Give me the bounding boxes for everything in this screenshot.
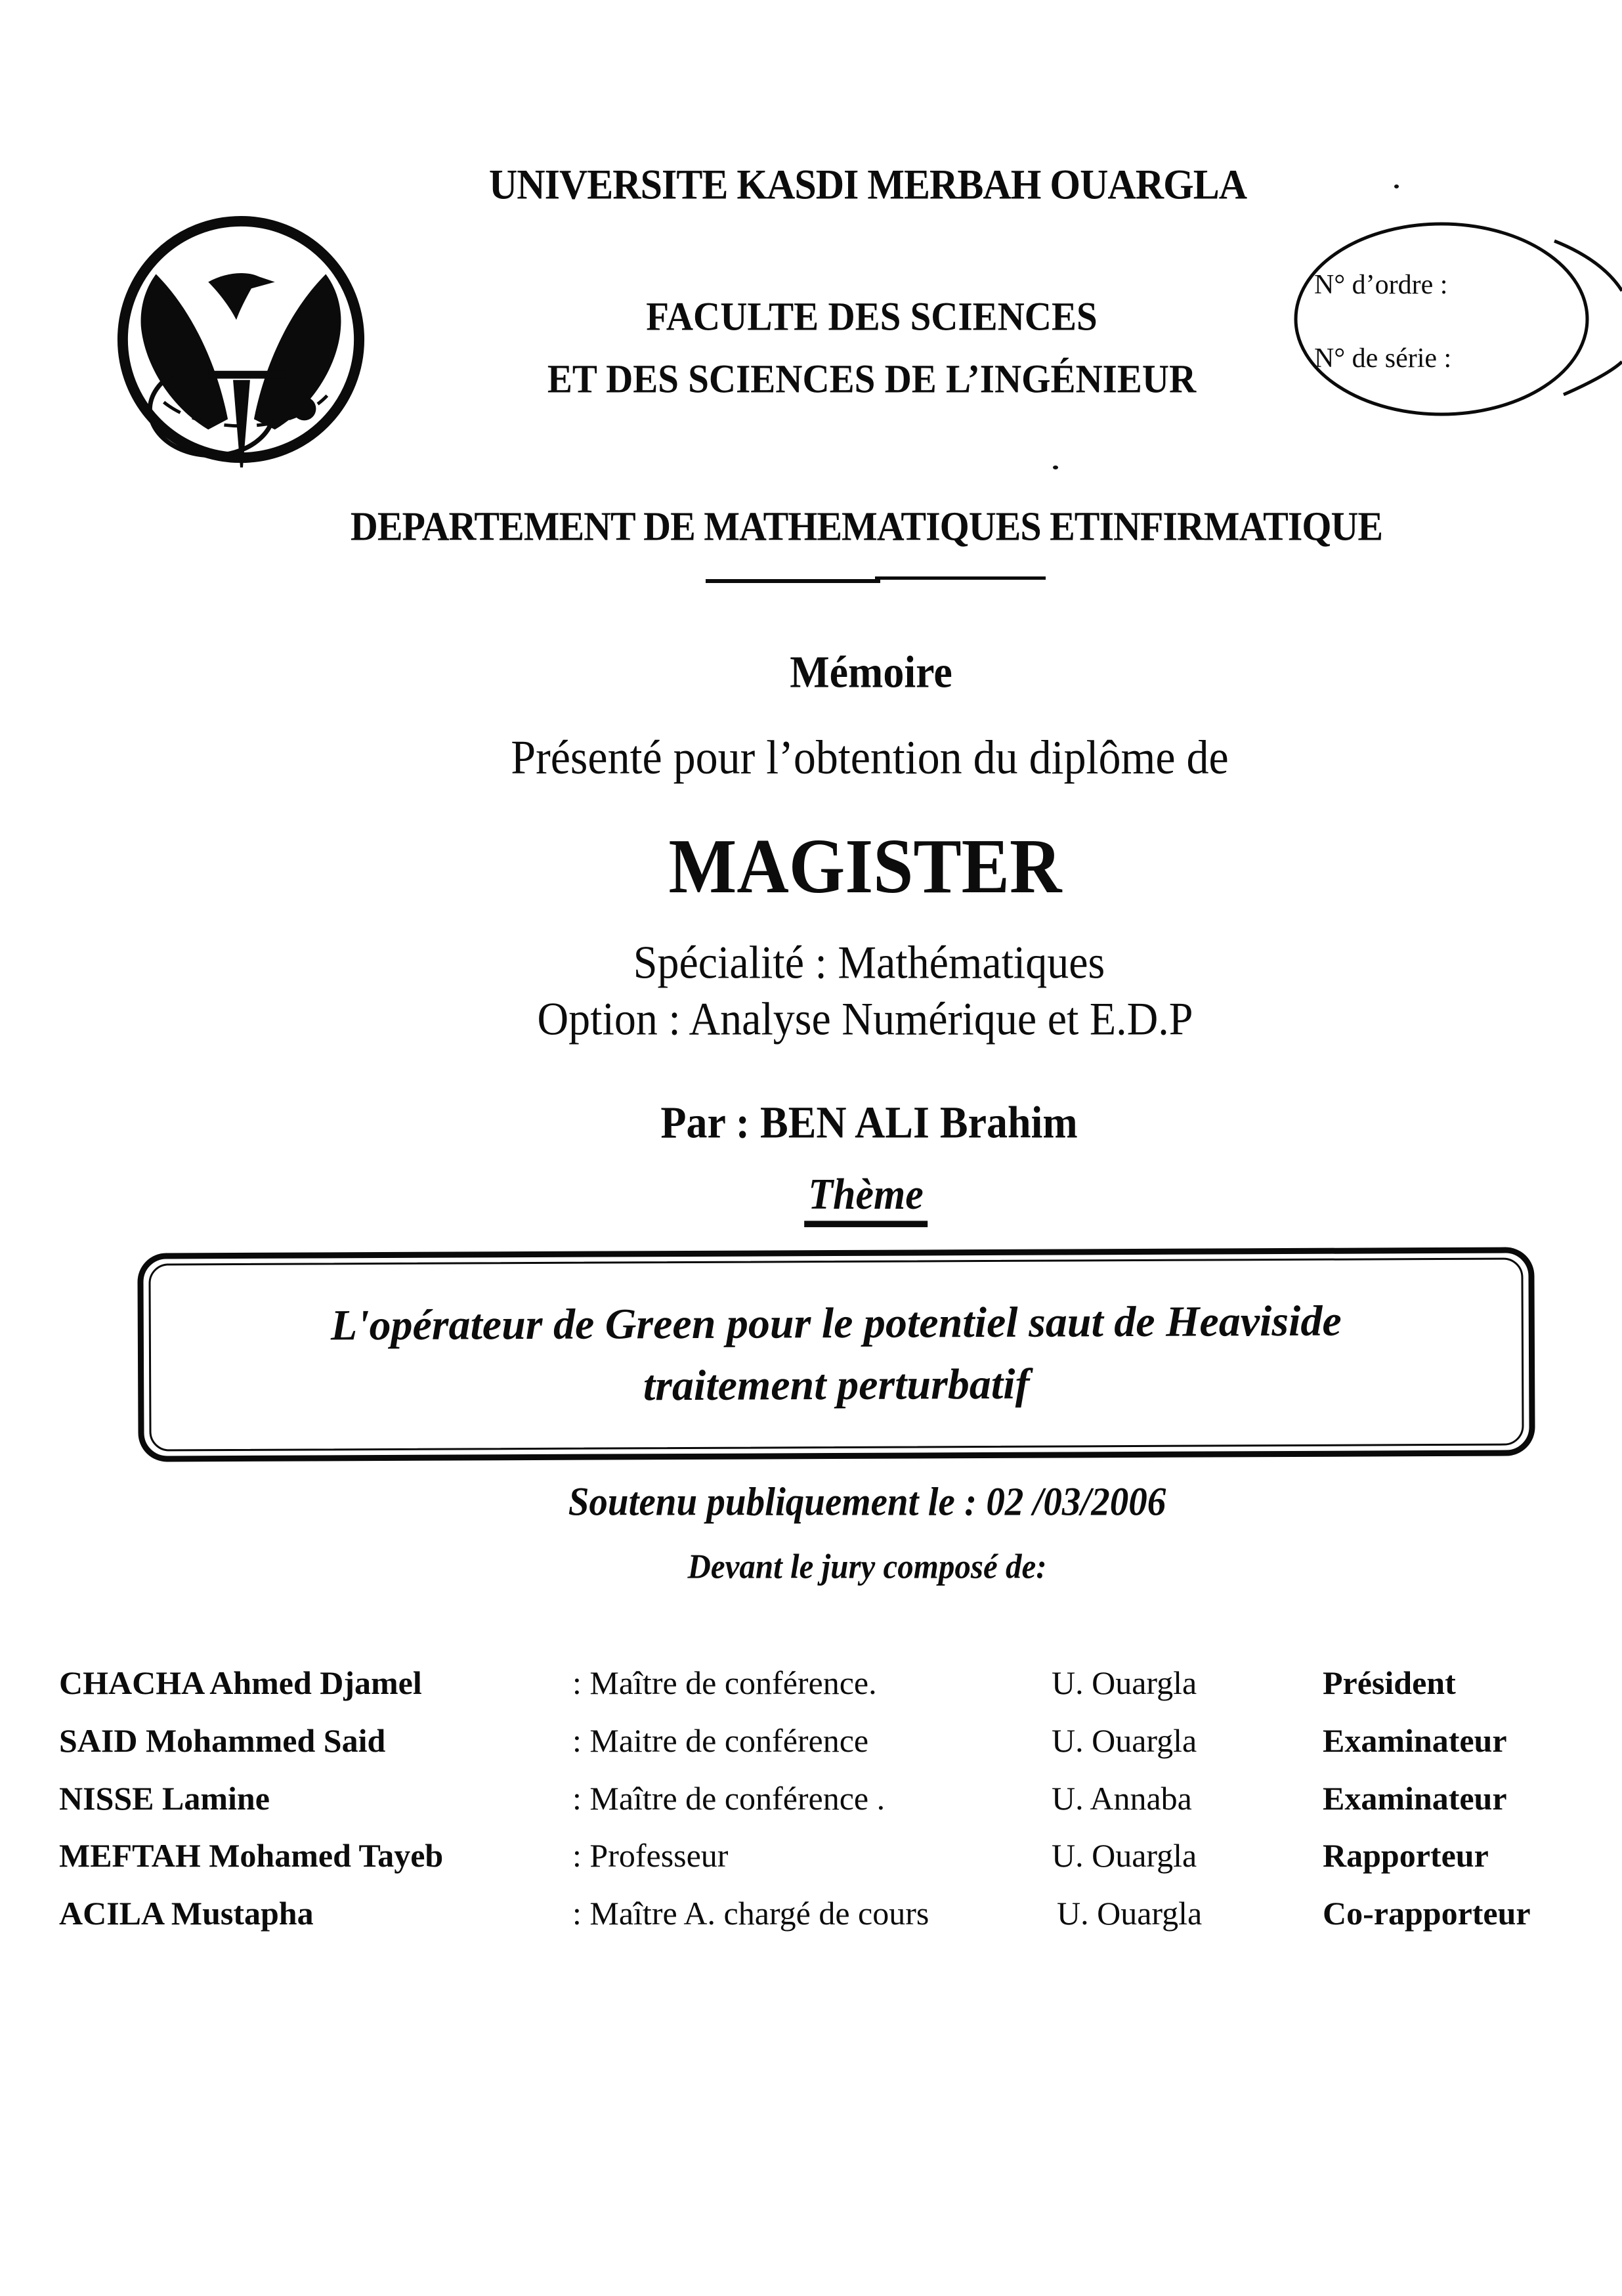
jury-member-role: Examinateur bbox=[1323, 1780, 1507, 1817]
jury-member-name: MEFTAH Mohamed Tayeb bbox=[59, 1837, 444, 1874]
defense-date-line: Soutenu publiquement le : 02 /03/2006 bbox=[568, 1479, 1166, 1525]
jury-member-grade: : Maître de conférence . bbox=[572, 1780, 886, 1817]
jury-member-role: Président bbox=[1323, 1664, 1456, 1701]
order-number-label: N° d’ordre : bbox=[1314, 270, 1448, 300]
theme-label: Thème bbox=[804, 1172, 928, 1227]
scan-speck-icon bbox=[1394, 184, 1399, 188]
jury-member-name: SAID Mohammed Said bbox=[59, 1722, 386, 1759]
department-underline bbox=[706, 579, 880, 583]
jury-member-role: Rapporteur bbox=[1323, 1837, 1489, 1874]
presented-line: Présenté pour l’obtention du diplôme de bbox=[511, 729, 1229, 784]
faculty-line-1: FACULTE DES SCIENCES bbox=[646, 294, 1098, 339]
degree-title: MAGISTER bbox=[668, 823, 1062, 909]
jury-member-name: CHACHA Ahmed Djamel bbox=[59, 1664, 422, 1701]
jury-member-name: ACILA Mustapha bbox=[59, 1895, 314, 1932]
thesis-title-line-2: traitement perturbatif bbox=[643, 1360, 1030, 1410]
jury-member-grade: : Maitre de conférence bbox=[572, 1722, 869, 1759]
jury-member-role: Co-rapporteur bbox=[1323, 1895, 1531, 1932]
jury-heading: Devant le jury composé de: bbox=[687, 1546, 1047, 1586]
jury-member-university: U. Ouargla bbox=[1057, 1895, 1203, 1932]
jury-member-name: NISSE Lamine bbox=[59, 1780, 270, 1817]
jury-member-university: U. Ouargla bbox=[1052, 1722, 1197, 1759]
serial-number-label: N° de série : bbox=[1314, 343, 1452, 374]
memoire-heading: Mémoire bbox=[790, 647, 952, 697]
jury-member-role: Examinateur bbox=[1323, 1722, 1507, 1759]
thesis-title-box-inner bbox=[148, 1257, 1524, 1451]
university-title: UNIVERSITE KASDI MERBAH OUARGLA bbox=[488, 161, 1247, 208]
jury-member-grade: : Maître A. chargé de cours bbox=[572, 1895, 929, 1932]
option-line: Option : Analyse Numérique et E.D.P bbox=[537, 993, 1193, 1045]
thesis-title-line-1: L'opérateur de Green pour le potentiel saut de Heaviside bbox=[330, 1297, 1342, 1350]
scan-speck-icon bbox=[1053, 466, 1058, 469]
author-line: Par : BEN ALI Brahim bbox=[660, 1097, 1078, 1148]
jury-member-university: U. Ouargla bbox=[1052, 1837, 1197, 1874]
university-logo-icon bbox=[109, 209, 373, 470]
jury-member-university: U. Annaba bbox=[1052, 1780, 1192, 1817]
department-underline bbox=[875, 576, 1046, 580]
speciality-line: Spécialité : Mathématiques bbox=[633, 937, 1105, 989]
jury-member-university: U. Ouargla bbox=[1052, 1664, 1197, 1701]
jury-member-grade: : Maître de conférence. bbox=[572, 1664, 877, 1701]
jury-member-grade: : Professeur bbox=[572, 1837, 729, 1874]
order-oval-shape bbox=[1280, 207, 1622, 433]
department-title: DEPARTEMENT DE MATHEMATIQUES ETINFIRMATIQUE bbox=[350, 503, 1383, 550]
thesis-title-box bbox=[137, 1247, 1535, 1462]
faculty-line-2: ET DES SCIENCES DE L’INGÉNIEUR bbox=[547, 357, 1197, 402]
